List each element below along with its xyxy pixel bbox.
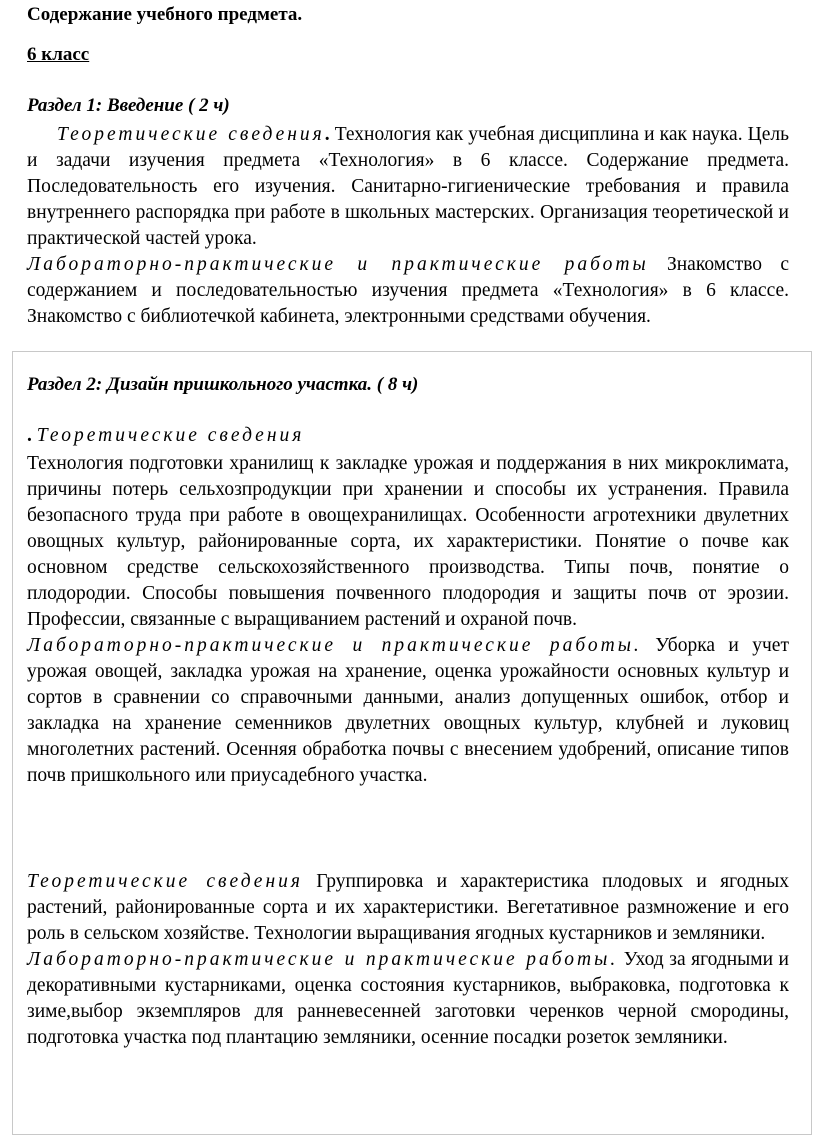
section-2-theory-text: Технология подготовки хранилищ к закладке урожая и поддержания в них микроклимата, причины потерь сельхозпродукции при хранении и способы их устранения. Правила безопасного труда при работе в овощехранилищах. Особенности агротехники двулетних овощных культур, районированные сорта, их характеристики. Понятие о почве как основном средстве сельскохозяйственного производства. Типы почв, понятие о плодородии. Способы повышения почвенного плодородия и защиты почв от эрозии. Профессии, связанные с выращиванием растений и охраной почв. — [27, 453, 789, 630]
section-1-theory-dot: . — [324, 124, 330, 145]
section-2-practice-2-label: Лабораторно-практические и практические работы. — [27, 949, 619, 970]
section-2-heading: Раздел 2: Дизайн пришкольного участка. ( 8 ч) — [27, 374, 419, 395]
section-1-heading: Раздел 1: Введение ( 2 ч) — [27, 95, 230, 116]
section-2-body — [27, 451, 789, 789]
section-2-practice-label: Лабораторно-практические и практические работы. — [27, 635, 642, 656]
section-1-practice-text: Знакомство с содержанием и последовательностью изучения предмета «Технология» в 6 классе. Знакомство с библиотечкой кабинета, электронными средствами обучения. — [27, 254, 789, 327]
section-2-practice-text: Уборка и учет урожая овощей, закладка урожая на хранение, оценка урожайности основных культур и сортов в сравнении со справочными данными, анализ допущенных ошибок, отбор и закладка на хранение семенников двулетних овощных культур, клубней и луковиц многолетних растений. Осенняя обработка почвы с внесением удобрений, описание типов почв пришкольного или приусадебного участка. — [27, 635, 789, 786]
section-2-body-part-2 — [27, 869, 789, 1051]
section-2-theory-line — [27, 425, 304, 447]
section-1-theory-label: Теоретические сведения — [57, 124, 325, 145]
section-1-theory-text: Технология как учебная дисциплина и как наука. Цель и задачи изучения предмета «Технология» в 6 классе. Содержание предмета. Последовательность его изучения. Санитарно-гигиенические требования и правила внутреннего распорядка при работе в школьных мастерских. Организация теоретической и практической частей урока. — [27, 124, 789, 249]
section-1-body — [27, 122, 789, 330]
grade-heading: 6 класс — [27, 44, 90, 65]
document-title: Содержание учебного предмета. — [27, 4, 303, 25]
section-2-theory-2-text: Группировка и характеристика плодовых и ягодных растений, районированные сорта и их характеристики. Вегетативное размножение и его роль в сельском хозяйстве. Технологии выращивания ягодных кустарников и земляники. — [27, 871, 789, 944]
section-2-practice-2-text: Уход за ягодными и декоративными кустарниками, оценка состояния кустарников, выбраковка, подготовка к зиме,выбор экземпляров для ранневесенней заготовки черенков черной смородины, подготовка участка под плантацию земляники, осенние посадки розеток земляники. — [27, 949, 789, 1048]
section-2-theory-label: Теоретические сведения — [36, 425, 305, 446]
section-2-theory-2-label: Теоретические сведения — [27, 871, 303, 892]
section-2-dot: . — [27, 425, 32, 446]
section-1-practice-label: Лабораторно-практические и практические работы — [27, 254, 649, 275]
